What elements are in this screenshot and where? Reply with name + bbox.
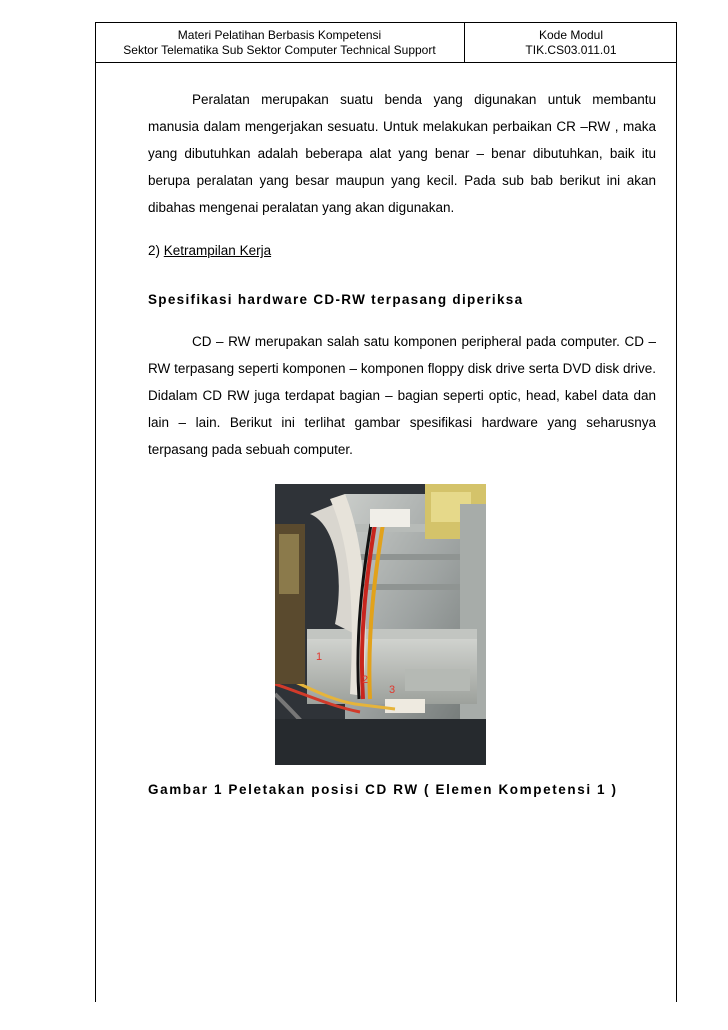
header-code-value: TIK.CS03.011.01	[525, 43, 617, 57]
paragraph-peralatan: Peralatan merupakan suatu benda yang digunakan untuk membantu manusia dalam mengerjakan sesuatu. Untuk melakukan perbaikan CR –RW , maka yang dibutuhkan adalah beberapa alat yang benar – benar dibutuhkan, baik itu berupa peralatan yang besar maupun yang kecil. Pada sub bab berikut ini akan dibahas mengenai peralatan yang akan digunakan.	[148, 92, 656, 215]
photo-label-3: 3	[389, 684, 396, 696]
section-number: 2)	[148, 243, 161, 258]
page-header	[95, 22, 677, 63]
header-subtitle: Sektor Telematika Sub Sektor Computer Technical Support	[123, 43, 436, 57]
header-title: Materi Pelatihan Berbasis Kompetensi	[177, 28, 382, 42]
header-module-code	[465, 22, 677, 62]
paragraph-cdrw: CD – RW merupakan salah satu komponen peripheral pada computer. CD –RW terpasang seperti komponen – komponen floppy disk drive serta DVD disk drive. Didalam CD RW juga terdapat bagian – bagian seperti optic, head, kabel data dan lain – lain. Berikut ini terlihat gambar spesifikasi hardware yang seharusnya terpasang pada sebuah computer.	[148, 334, 656, 457]
section-title: Ketrampilan Kerja	[163, 243, 272, 258]
spec-heading: Spesifikasi hardware CD-RW terpasang diperiksa	[148, 292, 524, 307]
photo-label-1: 1	[316, 651, 323, 663]
header-module-info	[95, 22, 465, 62]
photo-label-2: 2	[362, 674, 369, 686]
cdrw-installation-photo	[275, 484, 486, 765]
figure-caption: Gambar 1 Peletakan posisi CD RW ( Elemen Kompetensi 1 )	[148, 782, 618, 797]
section-heading	[148, 237, 271, 264]
header-code-label: Kode Modul	[538, 28, 604, 42]
